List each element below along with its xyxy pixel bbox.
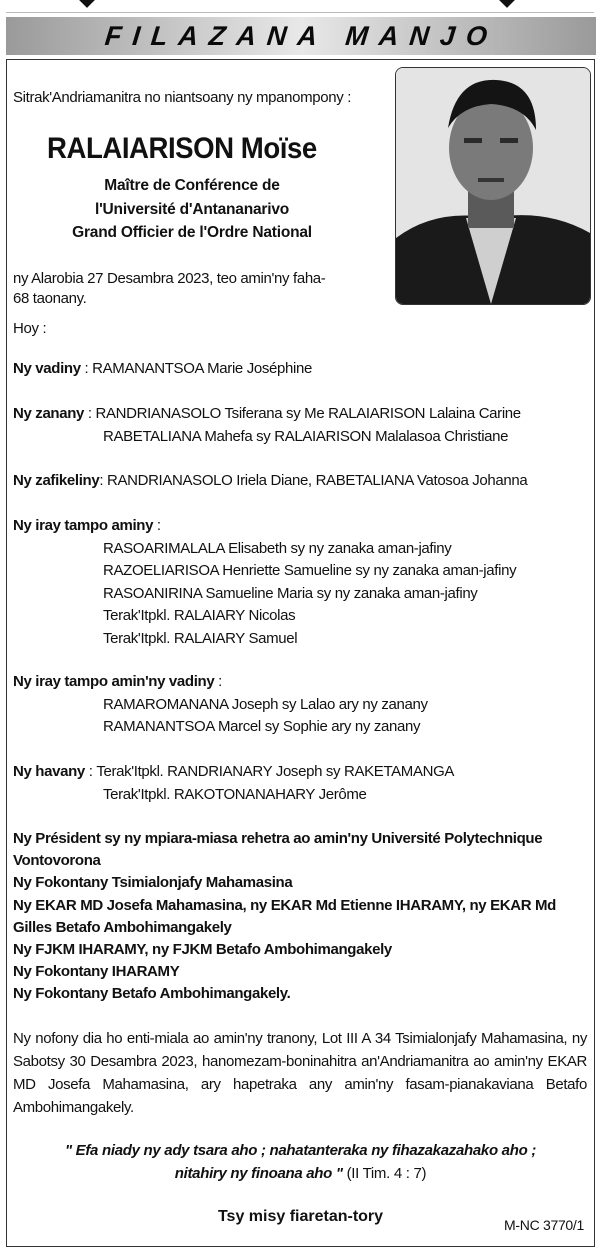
separator: : bbox=[84, 405, 96, 422]
family-member: RANDRIANASOLO Iriela Diane, RABETALIANA Vatosoa Johanna bbox=[106, 472, 528, 489]
organization-line: Ny Président sy ny mpiara-miasa rehetra ao amin'ny Université Polytechnique bbox=[13, 830, 543, 847]
portrait-image bbox=[396, 68, 590, 304]
organization-line: Ny Fokontany IHARAMY bbox=[13, 963, 180, 981]
family-group-label bbox=[13, 762, 454, 782]
organization-line: Vontovorona bbox=[13, 852, 101, 870]
top-rule bbox=[6, 12, 594, 13]
title-line: Grand Officier de l'Ordre National bbox=[72, 224, 312, 241]
family-member: RASOANIRINA Samueline Maria sy ny zanaka aman-jafiny bbox=[103, 584, 478, 602]
family-group-label bbox=[13, 359, 312, 379]
relation-label: Ny zanany bbox=[13, 405, 85, 422]
organization-line: Ny Fokontany Tsimialonjafy Mahamasina bbox=[13, 874, 293, 892]
quote-text: " Efa niady ny ady tsara aho ; nahatanteraka ny fihazakazahako aho ; bbox=[64, 1142, 537, 1159]
separator: : bbox=[153, 517, 161, 534]
funeral-paragraph: Ny nofony dia ho enti-miala ao amin'ny tranony, Lot III A 34 Tsimialonjafy Mahamasina, ny Sabotsy 30 Desambra 2023, hanomezam-boninahitra an'Andriamanitra ao amin'ny EKAR MD Josefa Mahamasina, ary hapetraka any amin'ny fasam-pianakaviana Betafo Ambohimangakely. bbox=[13, 1030, 587, 1116]
separator: : bbox=[214, 673, 222, 690]
title-line: Maître de Conférence de bbox=[104, 177, 280, 194]
bible-quote bbox=[7, 1140, 594, 1185]
family-member: Terak'Itpkl. RANDRIANARY Joseph sy RAKETAMANGA bbox=[96, 763, 455, 780]
organization-line: Ny Fokontany Betafo Ambohimangakely. bbox=[13, 985, 291, 1003]
family-group-label bbox=[13, 516, 161, 536]
family-member: RASOARIMALALA Elisabeth sy ny zanaka aman-jafiny bbox=[103, 539, 452, 557]
hoy-label: Hoy : bbox=[13, 320, 47, 337]
family-member: Terak'Itpkl. RAKOTONANAHARY Jerôme bbox=[103, 785, 367, 803]
obituary-notice bbox=[6, 59, 595, 1247]
organization-line: Ny FJKM IHARAMY, ny FJKM Betafo Ambohimangakely bbox=[13, 941, 392, 958]
separator: : bbox=[80, 360, 93, 377]
decoration-diamond bbox=[77, 0, 97, 8]
separator: : bbox=[99, 472, 107, 489]
family-member: Terak'Itpkl. RALAIARY Nicolas bbox=[103, 607, 296, 624]
death-age-line: 68 taonany. bbox=[13, 290, 87, 307]
family-group-label bbox=[13, 404, 521, 424]
family-group-label bbox=[13, 672, 222, 692]
organization-line: Ny EKAR MD Josefa Mahamasina, ny EKAR Md Etienne IHARAMY, ny EKAR Md bbox=[13, 896, 556, 914]
relation-label: Ny iray tampo aminy bbox=[13, 517, 154, 534]
decoration-diamond bbox=[497, 0, 517, 8]
quote-reference: (II Tim. 4 : 7) bbox=[342, 1164, 427, 1182]
death-date-line: ny Alarobia 27 Desambra 2023, teo amin'ny faha- bbox=[13, 270, 326, 287]
relation-label: Ny iray tampo amin'ny vadiny bbox=[13, 673, 215, 690]
intro-text: Sitrak'Andriamanitra no niantsoany ny mpanompony : bbox=[13, 89, 352, 106]
deceased-photo bbox=[395, 67, 591, 305]
organization-line: Gilles Betafo Ambohimangakely bbox=[13, 918, 232, 936]
quote-text: nitahiry ny finoana aho " bbox=[174, 1164, 343, 1182]
header-band bbox=[6, 17, 596, 55]
family-member: RAMAROMANANA Joseph sy Lalao ary ny zanany bbox=[103, 695, 428, 713]
closing-text: Tsy misy fiaretan-tory bbox=[217, 1208, 384, 1225]
family-member: RAMANANTSOA Marcel sy Sophie ary ny zanany bbox=[103, 718, 421, 735]
family-member: RAMANANTSOA Marie Joséphine bbox=[92, 360, 312, 377]
deceased-name: RALAIARISON Moïse bbox=[47, 132, 317, 165]
relation-label: Ny vadiny bbox=[13, 360, 81, 377]
family-group-label bbox=[13, 471, 527, 491]
family-member: RAZOELIARISOA Henriette Samueline sy ny zanaka aman-jafiny bbox=[103, 562, 517, 579]
title-line: l'Université d'Antananarivo bbox=[94, 200, 290, 218]
separator: : bbox=[84, 763, 97, 780]
relation-label: Ny havany bbox=[13, 763, 85, 780]
family-member: RABETALIANA Mahefa sy RALAIARISON Malalasoa Christiane bbox=[103, 427, 509, 445]
relation-label: Ny zafikeliny bbox=[13, 472, 100, 489]
header-title: FILAZANA MANJO bbox=[102, 20, 500, 51]
notice-reference: M-NC 3770/1 bbox=[504, 1217, 584, 1233]
family-member: Terak'Itpkl. RALAIARY Samuel bbox=[103, 629, 298, 647]
family-member: RANDRIANASOLO Tsiferana sy Me RALAIARISON Lalaina Carine bbox=[95, 405, 521, 422]
